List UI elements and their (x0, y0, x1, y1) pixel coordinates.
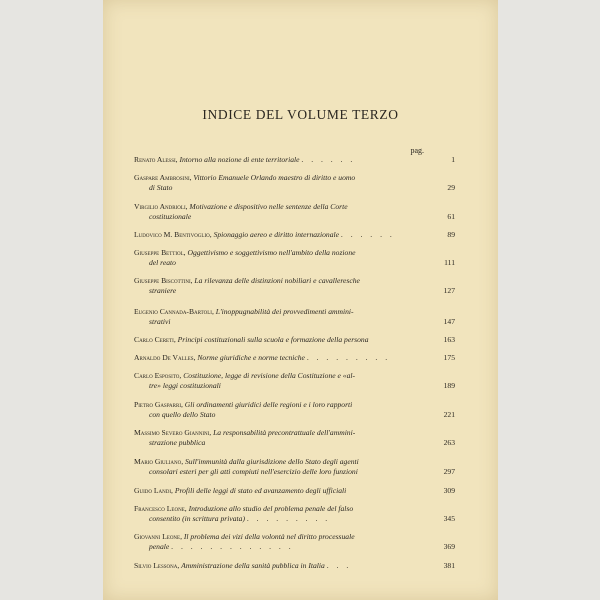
entry-title-cont: strazione pubblica (149, 438, 206, 447)
entry-title: Costituzione, legge di revisione della Costituzione e «al- (183, 371, 356, 380)
page-title: INDICE DEL VOLUME TERZO (202, 107, 399, 122)
entry-title-cont: strativi (149, 317, 171, 326)
entry-title: La rilevanza delle distinzioni nobiliari e cavalleresche (194, 276, 360, 285)
entry-title: Profili delle leggi di stato ed avanzamento degli ufficiali (174, 486, 347, 495)
entry-title-cont: consolari esteri per gli atti compiuti nell'esercizio delle loro funzioni (149, 467, 358, 476)
toc-entry: Silvio Lessona, Amministrazione della sanità pubblica in Italia . . . 381 (134, 561, 455, 570)
entry-page: 263 (443, 438, 455, 447)
entry-page: 221 (443, 410, 455, 419)
entry-title: Norme giuridiche e norme tecniche (197, 353, 305, 362)
entry-page: 1 (451, 155, 455, 164)
entry-author: Francesco Leone (134, 504, 185, 513)
entry-author: Mario Giuliano (134, 457, 182, 466)
toc-entry: Arnaldo De Valles, Norme giuridiche e norme tecniche . . . . . . . . . 175 (134, 353, 455, 362)
entry-title-cont: del reato (149, 258, 176, 267)
entry-page: 147 (443, 317, 455, 326)
entry-page: 89 (447, 230, 455, 239)
toc-entry: Pietro Gasparri, Gli ordinamenti giuridici delle regioni e i loro rapporti con quello dello Stato 221 (134, 400, 455, 419)
entry-title: Gli ordinamenti giuridici delle regioni e i loro rapporti (184, 400, 353, 409)
entry-page: 189 (443, 381, 455, 390)
entry-title: Amministrazione della sanità pubblica in Italia (181, 561, 325, 570)
entry-title-cont: straniere (149, 286, 177, 295)
toc-entry: Giuseppe Biscottini, La rilevanza delle distinzioni nobiliari e cavalleresche straniere 127 (134, 276, 455, 295)
entry-page: 175 (443, 353, 455, 362)
entry-title-cont: tre» leggi costituzionali (149, 381, 221, 390)
entry-title: Motivazione e dispositivo nelle sentenze della Corte (189, 202, 348, 211)
entry-author: Guido Landi (134, 486, 172, 495)
entry-page: 61 (447, 212, 455, 221)
toc-entry: Renato Alessi, Intorno alla nozione di ente territoriale . . . . . . 1 (134, 155, 455, 164)
entry-title-cont: penale (149, 542, 170, 551)
entry-author: Giuseppe Bettiol (134, 248, 184, 257)
entry-author: Ludovico M. Bentivoglio (134, 230, 210, 239)
entry-title: Sull'immunità dalla giurisdizione dello Stato degli agenti (184, 457, 359, 466)
toc-entry: Eugenio Cannada-Bartoli, L'inoppugnabilità dei provvedimenti ammini- strativi 147 (134, 307, 455, 326)
entry-page: 381 (443, 561, 455, 570)
entry-author: Renato Alessi (134, 155, 176, 164)
entry-page: 163 (443, 335, 455, 344)
entry-author: Carlo Esposito (134, 371, 180, 380)
entry-author: Virgilio Andrioli (134, 202, 186, 211)
entry-author: Carlo Cereti (134, 335, 174, 344)
entry-author: Massimo Severo Giannini (134, 428, 210, 437)
entry-author: Pietro Gasparri (134, 400, 181, 409)
entry-page: 111 (444, 258, 455, 267)
toc-entry: Carlo Esposito, Costituzione, legge di revisione della Costituzione e «al- tre» leggi costituzionali 189 (134, 371, 455, 390)
toc-entry: Gaspare Ambrosini, Vittorio Emanuele Orlando maestro di diritto e uomo di Stato 29 (134, 173, 455, 192)
entry-page: 369 (443, 542, 455, 551)
toc-entry: Giuseppe Bettiol, Oggettivismo e soggettivismo nell'ambito della nozione del reato 111 (134, 248, 455, 267)
entry-author: Arnaldo De Valles (134, 353, 194, 362)
entry-title: La responsabilità precontrattuale dell'ammini- (213, 428, 356, 437)
entry-title: Intorno alla nozione di ente territoriale (179, 155, 300, 164)
entry-title: Il problema dei vizi della volontà nel diritto processuale (183, 532, 355, 541)
entry-page: 127 (443, 286, 455, 295)
toc-entry: Carlo Cereti, Principi costituzionali sulla scuola e formazione della persona 163 (134, 335, 455, 344)
entry-author: Eugenio Cannada-Bartoli (134, 307, 212, 316)
entry-title: Vittorio Emanuele Orlando maestro di diritto e uomo (193, 173, 356, 182)
toc-entry: Guido Landi, Profili delle leggi di stato ed avanzamento degli ufficiali 309 (134, 486, 455, 495)
book-page (103, 0, 498, 600)
toc-entry: Virgilio Andrioli, Motivazione e dispositivo nelle sentenze della Corte costituzionale 61 (134, 202, 455, 221)
entry-title: Oggettivismo e soggettivismo nell'ambito della nozione (187, 248, 356, 257)
entry-page: 29 (447, 183, 455, 192)
toc-entry: Ludovico M. Bentivoglio, Spionaggio aereo e diritto internazionale . . . . . . 89 (134, 230, 455, 239)
entry-title: Principi costituzionali sulla scuola e formazione della persona (177, 335, 369, 344)
entry-page: 297 (443, 467, 455, 476)
toc-entry: Francesco Leone, Introduzione allo studio del problema penale del falso consentito (in scrittura privata) . . . . . . . . . 345 (134, 504, 455, 523)
toc-entry: Giovanni Leone, Il problema dei vizi della volontà nel diritto processuale penale . . . . . . . . . . . . . 369 (134, 532, 455, 551)
entry-page: 345 (443, 514, 455, 523)
page-column-label: pag. (410, 146, 424, 155)
entry-title-cont: consentito (in scrittura privata) (149, 514, 245, 523)
entry-title: L'inoppugnabilità dei provvedimenti ammini- (215, 307, 354, 316)
entry-page: 309 (443, 486, 455, 495)
entry-title-cont: costituzionale (149, 212, 192, 221)
entry-title: Introduzione allo studio del problema penale del falso (188, 504, 354, 513)
entry-author: Gaspare Ambrosini (134, 173, 190, 182)
entry-author: Giovanni Leone (134, 532, 181, 541)
entry-title-cont: con quello dello Stato (149, 410, 216, 419)
toc-entry: Mario Giuliano, Sull'immunità dalla giurisdizione dello Stato degli agenti consolari esteri per gli atti compiuti nell'esercizio delle loro funzioni 297 (134, 457, 455, 476)
entry-title-cont: di Stato (149, 183, 173, 192)
entry-title: Spionaggio aereo e diritto internazionale (213, 230, 339, 239)
entry-author: Giuseppe Biscottini (134, 276, 191, 285)
entry-author: Silvio Lessona (134, 561, 178, 570)
toc-entry: Massimo Severo Giannini, La responsabilità precontrattuale dell'ammini- strazione pubblica 263 (134, 428, 455, 447)
